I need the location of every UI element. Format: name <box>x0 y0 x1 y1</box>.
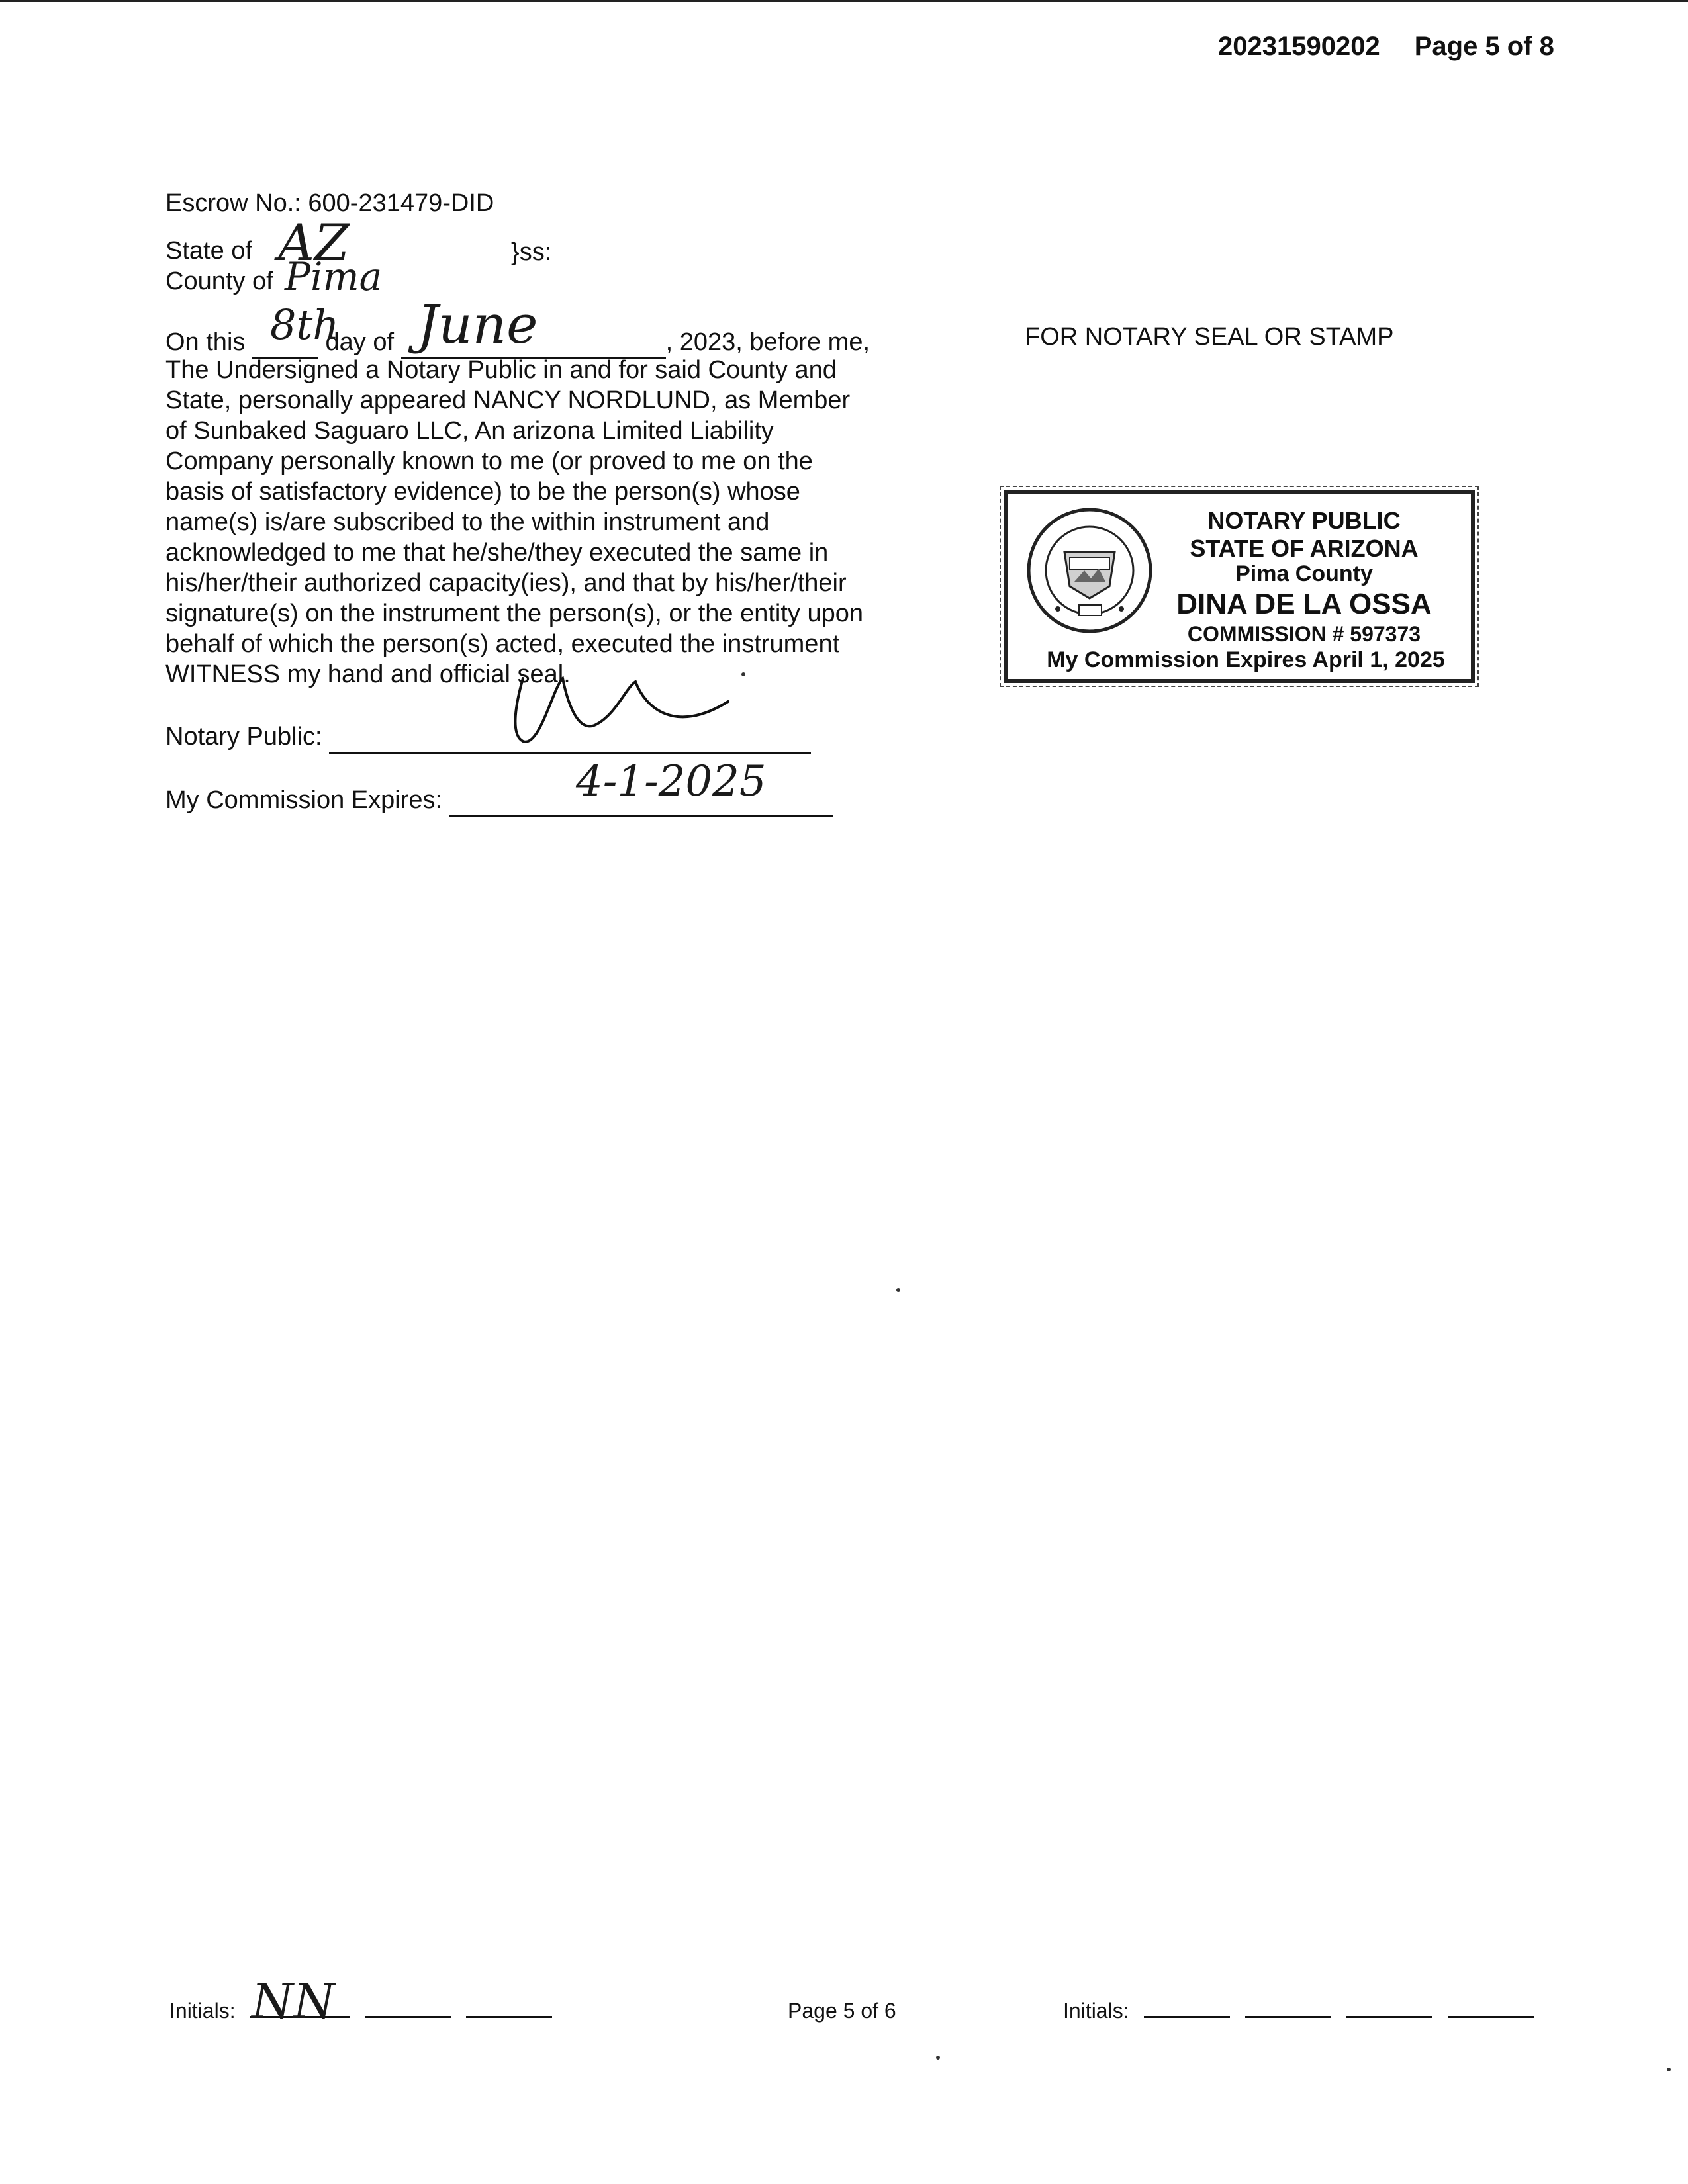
notary-signature <box>503 662 741 754</box>
scan-speck <box>1667 2068 1671 2071</box>
stamp-line-commission-number: COMMISSION # 597373 <box>1187 622 1421 646</box>
stamp-line-notary-public: NOTARY PUBLIC <box>1207 507 1401 534</box>
footer-initials-left <box>169 1999 552 2023</box>
document-number: 20231590202 <box>1218 32 1380 61</box>
initials-blank <box>1448 2016 1534 2018</box>
paragraph-line: his/her/their authorized capacity(ies), and that by his/her/their <box>165 569 847 597</box>
initials-blank <box>1144 2016 1230 2018</box>
notary-public-label: Notary Public: <box>165 723 322 751</box>
state-line <box>165 236 252 266</box>
paragraph-line: basis of satisfactory evidence) to be the person(s) whose <box>165 478 800 506</box>
initials-blank <box>466 2016 552 2018</box>
paragraph-line: WITNESS my hand and official seal. <box>165 660 571 688</box>
footer-page-number: Page 5 of 6 <box>788 1999 896 2023</box>
initials-blank <box>365 2016 451 2018</box>
footer-initials-right <box>1063 1999 1534 2023</box>
escrow-label: Escrow No.: <box>165 189 301 217</box>
paragraph-line: signature(s) on the instrument the person(s), or the entity upon <box>165 600 863 627</box>
initials-handwritten: NN <box>252 1974 335 2029</box>
stamp-line-county: Pima County <box>1235 561 1373 586</box>
county-label: County of <box>165 267 273 295</box>
paragraph-line: behalf of which the person(s) acted, executed the instrument <box>165 630 840 658</box>
scan-speck <box>896 1288 900 1292</box>
scan-speck <box>741 672 745 676</box>
initials-blank <box>1245 2016 1331 2018</box>
month-handwritten: June <box>417 294 538 355</box>
paragraph-line: State, personally appeared NANCY NORDLUND, as Member <box>165 387 851 414</box>
county-line <box>165 266 273 296</box>
stamp-line-commission-expires: My Commission Expires April 1, 2025 <box>1047 647 1445 672</box>
commission-expires-handwritten: 4-1-2025 <box>576 757 767 806</box>
seal-area-label: FOR NOTARY SEAL OR STAMP <box>1025 323 1394 351</box>
recorded-page-label: Page 5 of 8 <box>1414 32 1554 61</box>
stamp-line-state: STATE OF ARIZONA <box>1190 535 1419 562</box>
initials-right-label: Initials: <box>1063 1999 1129 2023</box>
on-this-label: On this <box>165 328 246 356</box>
year-text: , 2023, before me, <box>665 328 870 356</box>
day-of-label: day of <box>325 328 395 356</box>
county-handwritten: Pima <box>285 254 383 299</box>
ss-marker: }ss: <box>511 238 552 266</box>
scan-speck <box>936 2056 940 2060</box>
commission-expires-label: My Commission Expires: <box>165 786 443 814</box>
document-header <box>1218 32 1554 62</box>
state-label: State of <box>165 237 252 265</box>
initials-left-label: Initials: <box>169 1999 236 2023</box>
top-border-line <box>0 0 1688 2</box>
escrow-number: 600-231479-DID <box>308 189 494 217</box>
paragraph-line: name(s) is/are subscribed to the within instrument and <box>165 508 770 536</box>
state-handwritten: AZ <box>278 213 350 272</box>
day-handwritten: 8th <box>270 300 340 349</box>
acknowledgment-paragraph <box>165 355 907 690</box>
paragraph-line: of Sunbaked Saguaro LLC, An arizona Limited Liability <box>165 417 774 445</box>
paragraph-line: acknowledged to me that he/she/they executed the same in <box>165 539 829 567</box>
paragraph-line: The Undersigned a Notary Public in and for said County and <box>165 356 837 384</box>
paragraph-line: Company personally known to me (or proved to me on the <box>165 447 813 475</box>
arizona-seal-icon <box>1025 506 1154 635</box>
initials-blank <box>1346 2016 1432 2018</box>
stamp-line-notary-name: DINA DE LA OSSA <box>1176 588 1432 620</box>
